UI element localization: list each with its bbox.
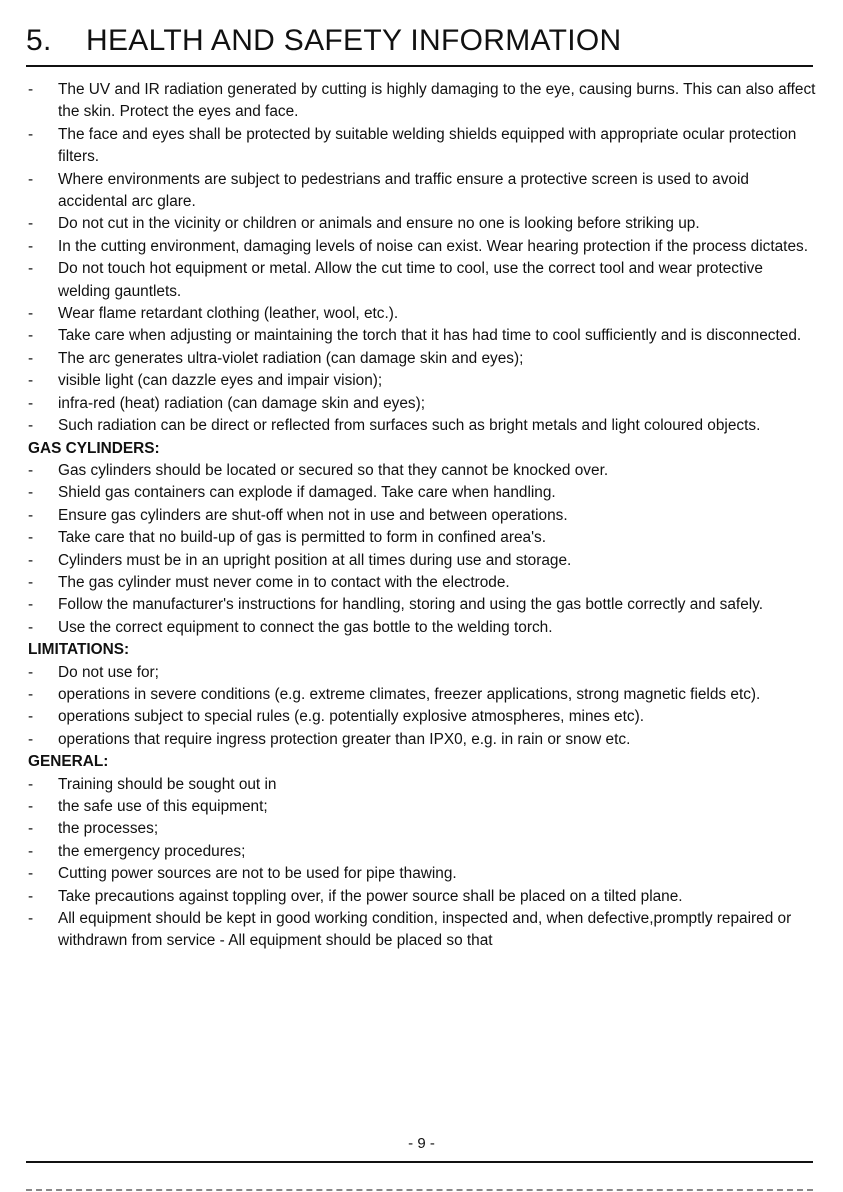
list-item [28,393,818,415]
bullet-dash: - [28,775,34,793]
list-item-text: The arc generates ultra-violet radiation (can damage skin and eyes); [58,349,524,367]
bullet-dash: - [28,842,34,860]
section-heading: GAS CYLINDERS: [28,439,160,457]
bullet-dash: - [28,887,34,905]
page-edge-divider [26,1189,813,1191]
list-item-text: Training should be sought out in [58,775,277,793]
bullet-dash: - [28,820,34,838]
list-item [28,729,818,751]
list-item-text: All equipment should be kept in good working condition, inspected and, when defective,promptly repaired or withdrawn from service - All equipment should be placed so that [58,910,792,950]
bullet-dash: - [28,865,34,883]
list-item [28,908,818,953]
list-item [28,684,818,706]
bullet-dash: - [28,551,34,569]
list-item [28,236,818,258]
list-item-text: Take care when adjusting or maintaining the torch that it has had time to cool sufficiently and is disconnected. [58,327,802,345]
bullet-dash: - [28,305,34,323]
section-heading: LIMITATIONS: [28,641,130,659]
list-item-text: Cutting power sources are not to be used for pipe thawing. [58,865,457,883]
list-item [28,617,818,639]
list-item [28,303,818,325]
list-item-text: Wear flame retardant clothing (leather, wool, etc.). [58,305,399,323]
section-heading: GENERAL: [28,753,109,771]
list-item-text: The UV and IR radiation generated by cutting is highly damaging to the eye, causing burns. This can also affect the skin. Protect the eyes and face. [58,81,816,121]
bullet-dash: - [28,708,34,726]
list-item-text: Where environments are subject to pedestrians and traffic ensure a protective screen is used to avoid accidental arc glare. [58,170,749,211]
list-item-text: the processes; [58,820,159,838]
list-item-text: The gas cylinder must never come in to contact with the electrode. [58,573,510,591]
bullet-dash: - [28,349,34,367]
bullet-dash: - [28,685,34,703]
list-item-text: Cylinders must be in an upright position at all times during use and storage. [58,551,572,569]
document-body [28,79,818,953]
list-item [28,348,818,370]
list-item [28,774,818,796]
list-item [28,886,818,908]
bullet-dash: - [28,260,34,278]
list-item [28,662,818,684]
list-item [28,482,818,504]
list-item-text: Take precautions against toppling over, if the power source shall be placed on a tilted plane. [58,887,683,905]
bullet-dash: - [28,618,34,636]
bullet-dash: - [28,327,34,345]
list-item [28,550,818,572]
list-item [28,706,818,728]
list-item [28,527,818,549]
list-item [28,572,818,594]
list-item [28,213,818,235]
bullet-dash: - [28,529,34,547]
list-item [28,258,818,303]
list-item-text: the emergency procedures; [58,842,246,860]
list-item-text: Do not use for; [58,663,159,681]
list-item-text: Use the correct equipment to connect the gas bottle to the welding torch. [58,618,553,636]
bullet-dash: - [28,461,34,479]
list-item-text: operations subject to special rules (e.g. potentially explosive atmospheres, mines etc). [58,708,644,726]
list-item-text: visible light (can dazzle eyes and impair vision); [58,372,383,390]
bullet-dash: - [28,215,34,233]
bullet-dash: - [28,573,34,591]
list-item [28,818,818,840]
list-item [28,325,818,347]
bullet-dash: - [28,910,34,928]
title-rule [26,65,813,67]
list-item-text: the safe use of this equipment; [58,798,268,815]
list-item-text: operations in severe conditions (e.g. extreme climates, freezer applications, strong magnetic fields etc). [58,685,761,703]
list-item-text: infra-red (heat) radiation (can damage skin and eyes); [58,394,426,412]
list-item-text: Shield gas containers can explode if damaged. Take care when handling. [58,484,556,502]
list-item [28,505,818,527]
list-item [28,79,818,124]
section-title-text: HEALTH AND SAFETY INFORMATION [86,24,622,57]
list-item [28,124,818,169]
bullet-dash: - [28,484,34,502]
list-item [28,415,818,437]
bullet-dash: - [28,506,34,524]
bullet-dash: - [28,663,34,681]
list-item-text: In the cutting environment, damaging levels of noise can exist. Wear hearing protection if the process dictates. [58,237,808,255]
list-item-text: Follow the manufacturer's instructions for handling, storing and using the gas bottle correctly and safely. [58,596,764,614]
bullet-dash: - [28,394,34,412]
list-item-text: Such radiation can be direct or reflected from surfaces such as bright metals and light coloured objects. [58,417,761,435]
footer-rule [26,1161,813,1163]
list-item-text: Do not cut in the vicinity or children or animals and ensure no one is looking before striking up. [58,215,700,233]
bullet-dash: - [28,596,34,614]
list-item [28,863,818,885]
list-item-text: Take care that no build-up of gas is permitted to form in confined area's. [58,529,547,547]
section-number: 5. [26,24,52,57]
page-number: - 9 - [408,1135,435,1152]
bullet-dash: - [28,81,34,98]
list-item [28,169,818,214]
bullet-dash: - [28,237,34,255]
list-item-text: The face and eyes shall be protected by suitable welding shields equipped with appropriate ocular protection filters. [58,125,797,166]
list-item-text: operations that require ingress protection greater than IPX0, e.g. in rain or snow etc. [58,730,631,748]
list-item [28,594,818,616]
list-item-text: Do not touch hot equipment or metal. Allow the cut time to cool, use the correct tool and wear protective welding gauntlets. [58,260,763,300]
bullet-dash: - [28,798,34,815]
bullet-dash: - [28,170,34,188]
list-item [28,796,818,818]
list-item-text: Ensure gas cylinders are shut-off when not in use and between operations. [58,506,568,524]
bullet-dash: - [28,125,34,143]
list-item [28,370,818,392]
bullet-dash: - [28,372,34,390]
list-item-text: Gas cylinders should be located or secured so that they cannot be knocked over. [58,461,609,479]
list-item [28,460,818,482]
bullet-dash: - [28,730,34,748]
list-item [28,841,818,863]
section-title [26,24,621,58]
bullet-dash: - [28,417,34,435]
